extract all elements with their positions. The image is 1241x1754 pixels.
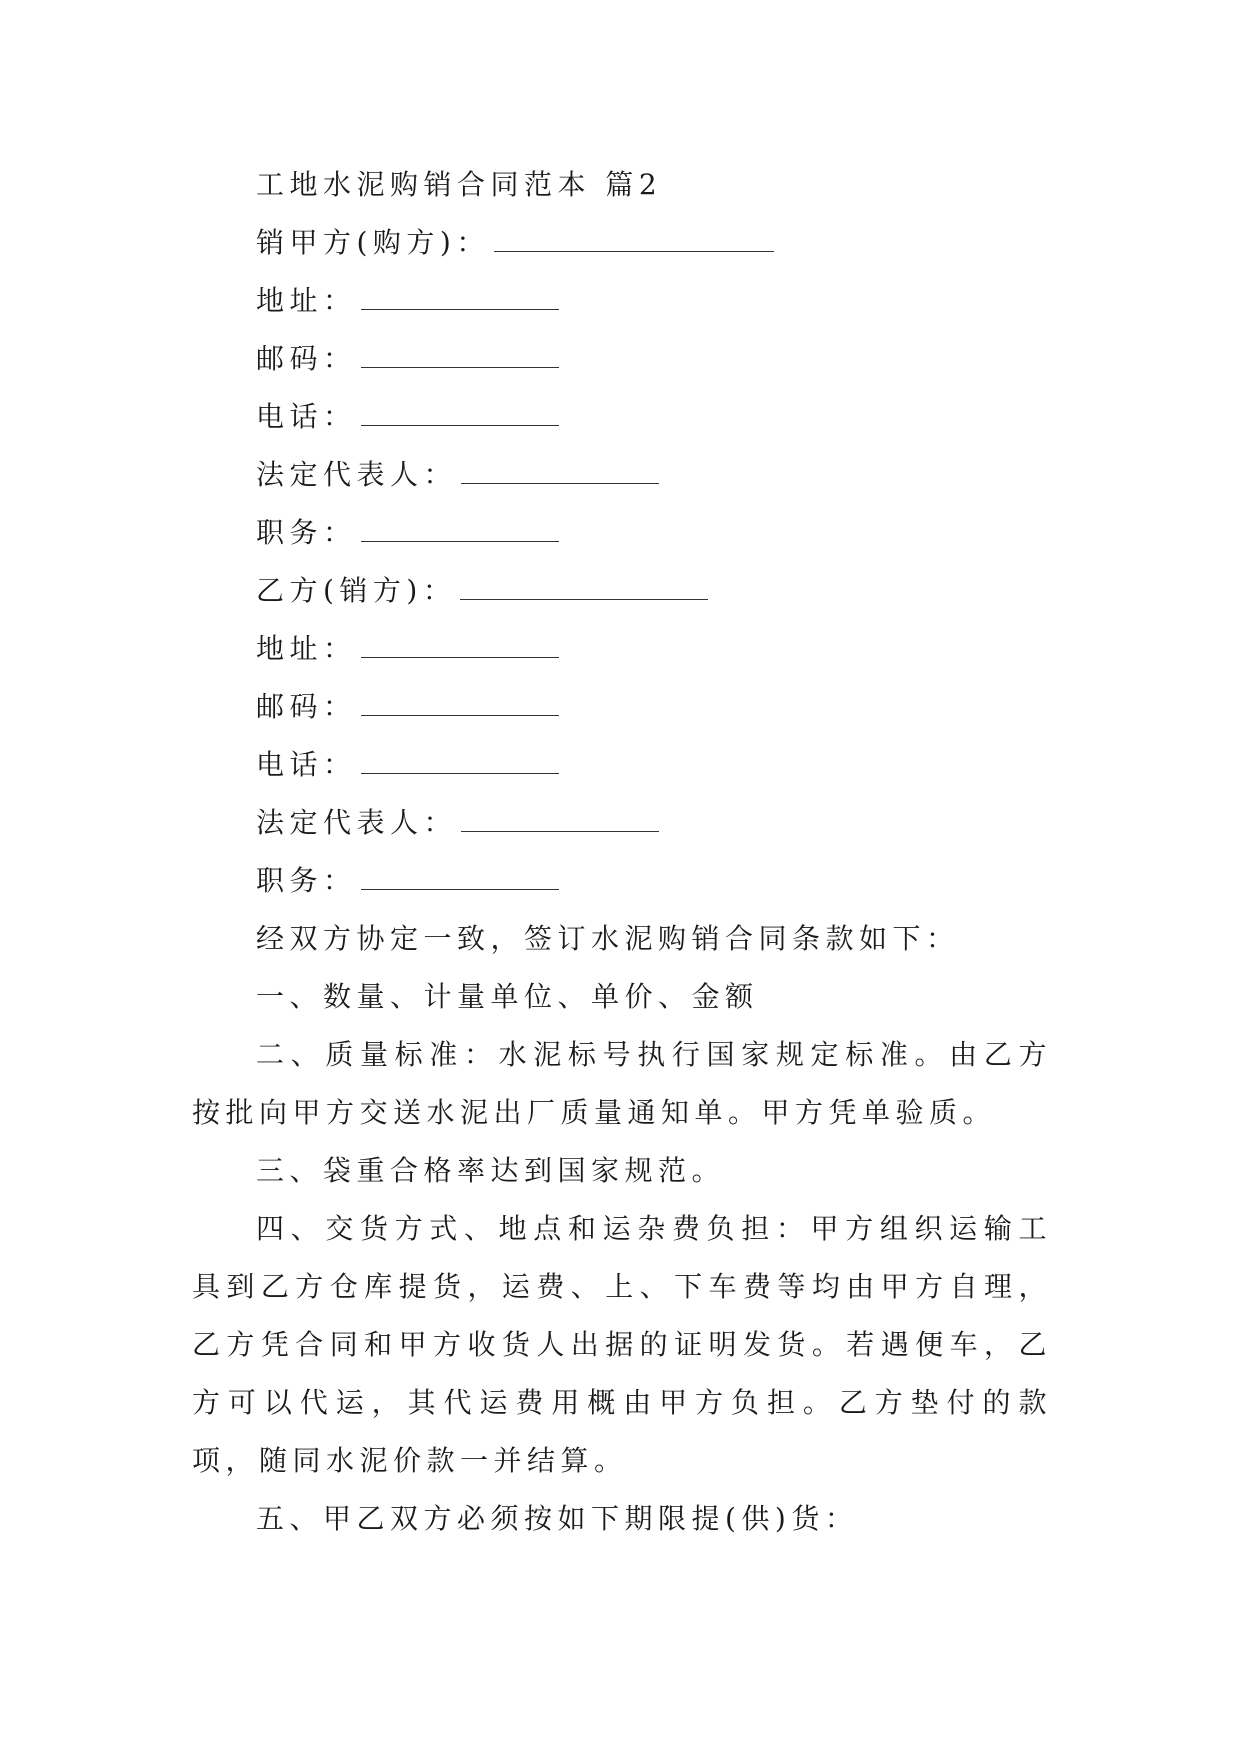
clause-paragraph: 一、数量、计量单位、单价、金额 xyxy=(256,980,759,1013)
party-b-position-label: 职务： xyxy=(256,864,357,897)
party-a-phone-blank xyxy=(361,401,559,426)
party-a-phone-row xyxy=(192,388,1052,446)
party-b-name-blank xyxy=(460,575,708,600)
party-b-phone-blank xyxy=(361,749,559,774)
party-b-name-label: 乙方(销方)： xyxy=(256,574,457,607)
clause-paragraph: 五、甲乙双方必须按如下期限提(供)货： xyxy=(256,1502,859,1535)
party-a-name-blank xyxy=(494,227,774,252)
party-a-address-label: 地址： xyxy=(256,284,357,317)
party-a-name-row xyxy=(192,214,1052,272)
party-b-legal-rep-blank xyxy=(461,807,659,832)
party-b-address-label: 地址： xyxy=(256,632,357,665)
party-a-position-row xyxy=(192,504,1052,562)
party-a-address-row xyxy=(192,272,1052,330)
party-b-legal-rep-row xyxy=(192,794,1052,852)
clause-paragraph: 二、质量标准：水泥标号执行国家规定标准。由乙方按批向甲方交送水泥出厂质量通知单。甲方凭单验质。 xyxy=(192,1038,1052,1129)
party-a-postcode-blank xyxy=(361,343,559,368)
clause-paragraph: 三、袋重合格率达到国家规范。 xyxy=(256,1154,726,1187)
party-a-position-blank xyxy=(361,517,559,542)
party-b-address-row xyxy=(192,620,1052,678)
party-b-postcode-row xyxy=(192,678,1052,736)
party-a-position-label: 职务： xyxy=(256,516,357,549)
party-a-legal-rep-row xyxy=(192,446,1052,504)
party-b-phone-label: 电话： xyxy=(256,748,357,781)
party-b-position-blank xyxy=(361,865,559,890)
party-b-postcode-blank xyxy=(361,691,559,716)
party-a-phone-label: 电话： xyxy=(256,400,357,433)
party-a-postcode-row xyxy=(192,330,1052,388)
intro-paragraph: 经双方协定一致，签订水泥购销合同条款如下： xyxy=(256,922,960,955)
party-b-legal-rep-label: 法定代表人： xyxy=(256,806,458,839)
party-a-legal-rep-label: 法定代表人： xyxy=(256,458,458,491)
party-a-legal-rep-blank xyxy=(461,459,659,484)
document-title: 工地水泥购销合同范本 篇2 xyxy=(256,168,663,201)
party-b-name-row xyxy=(192,562,1052,620)
party-b-phone-row xyxy=(192,736,1052,794)
party-a-address-blank xyxy=(361,285,559,310)
party-a-postcode-label: 邮码： xyxy=(256,342,357,375)
party-b-address-blank xyxy=(361,633,559,658)
party-b-postcode-label: 邮码： xyxy=(256,690,357,723)
party-a-name-label: 销甲方(购方)： xyxy=(256,226,490,259)
clause-paragraph: 四、交货方式、地点和运杂费负担：甲方组织运输工具到乙方仓库提货，运费、上、下车费等均由甲方自理，乙方凭合同和甲方收货人出据的证明发货。若遇便车，乙方可以代运，其代运费用概由甲方负担。乙方垫付的款项，随同水泥价款一并结算。 xyxy=(192,1212,1052,1477)
document-body xyxy=(192,156,1052,1548)
party-b-position-row xyxy=(192,852,1052,910)
